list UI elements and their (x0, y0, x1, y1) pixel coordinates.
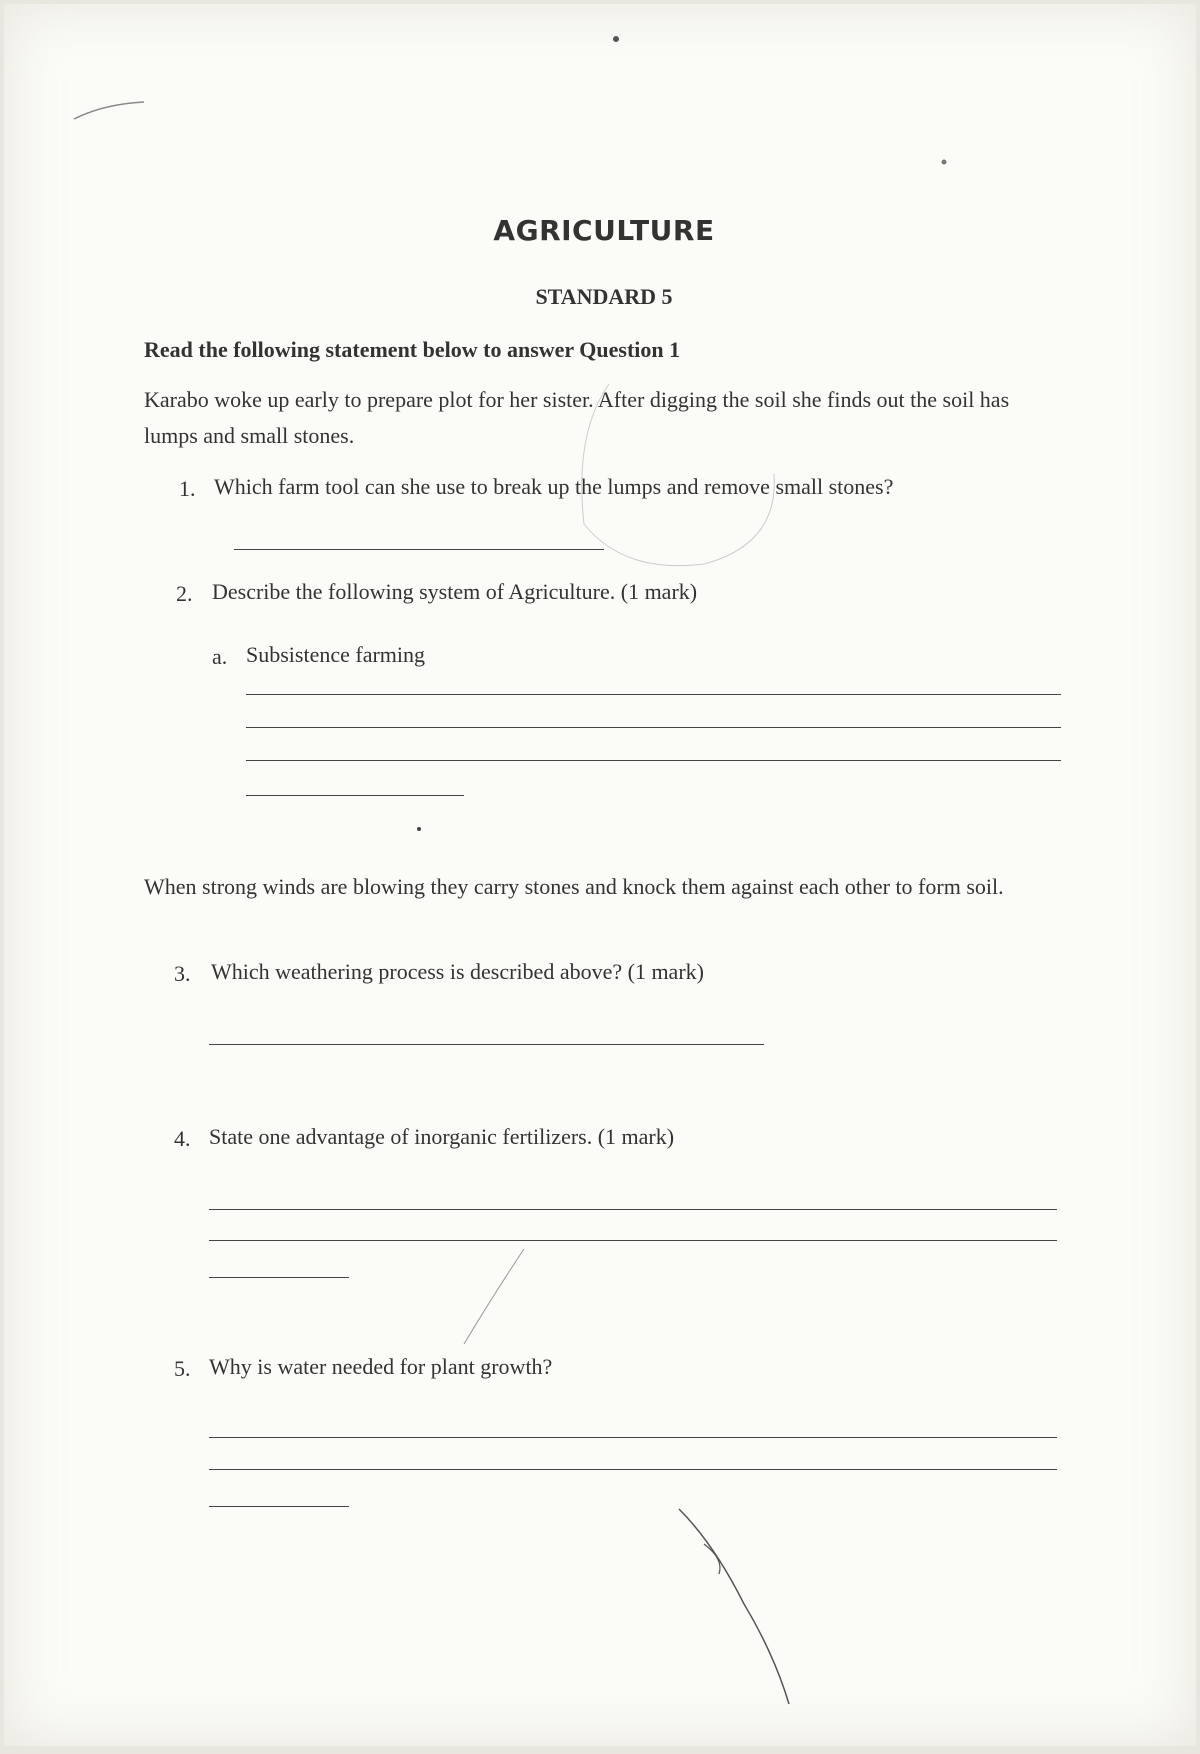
question-1-text: Which farm tool can she use to break up the lumps and remove small stones? (214, 474, 894, 499)
question-1-number: 1. (179, 476, 196, 501)
question-3-text: Which weathering process is described above? (1 mark) (211, 959, 704, 984)
question-2a-label: a. (212, 644, 228, 669)
question-2-text: Describe the following system of Agriculture. (1 mark) (212, 579, 698, 604)
page-subtitle: STANDARD 5 (535, 284, 673, 309)
instruction-text: Read the following statement below to answer Question 1 (144, 337, 681, 362)
question-4-text: State one advantage of inorganic fertilizers. (1 mark) (209, 1124, 675, 1149)
question-4-number: 4. (174, 1126, 191, 1151)
question-2-number: 2. (176, 581, 193, 606)
question-5-text: Why is water needed for plant growth? (209, 1354, 553, 1379)
question-5-number: 5. (174, 1356, 191, 1381)
worksheet-page (4, 4, 1196, 1746)
passage-karabo: Karabo woke up early to prepare plot for her sister. After digging the soil she finds out the soil has lumps and small stones. (144, 387, 1010, 448)
passage-wind: When strong winds are blowing they carry stones and knock them against each other to form soil. (144, 874, 1004, 899)
question-3-number: 3. (174, 961, 191, 986)
pencil-marks-icon (4, 4, 1196, 1746)
page-title: AGRICULTURE (493, 214, 715, 247)
question-2a-text: Subsistence farming (246, 642, 426, 667)
